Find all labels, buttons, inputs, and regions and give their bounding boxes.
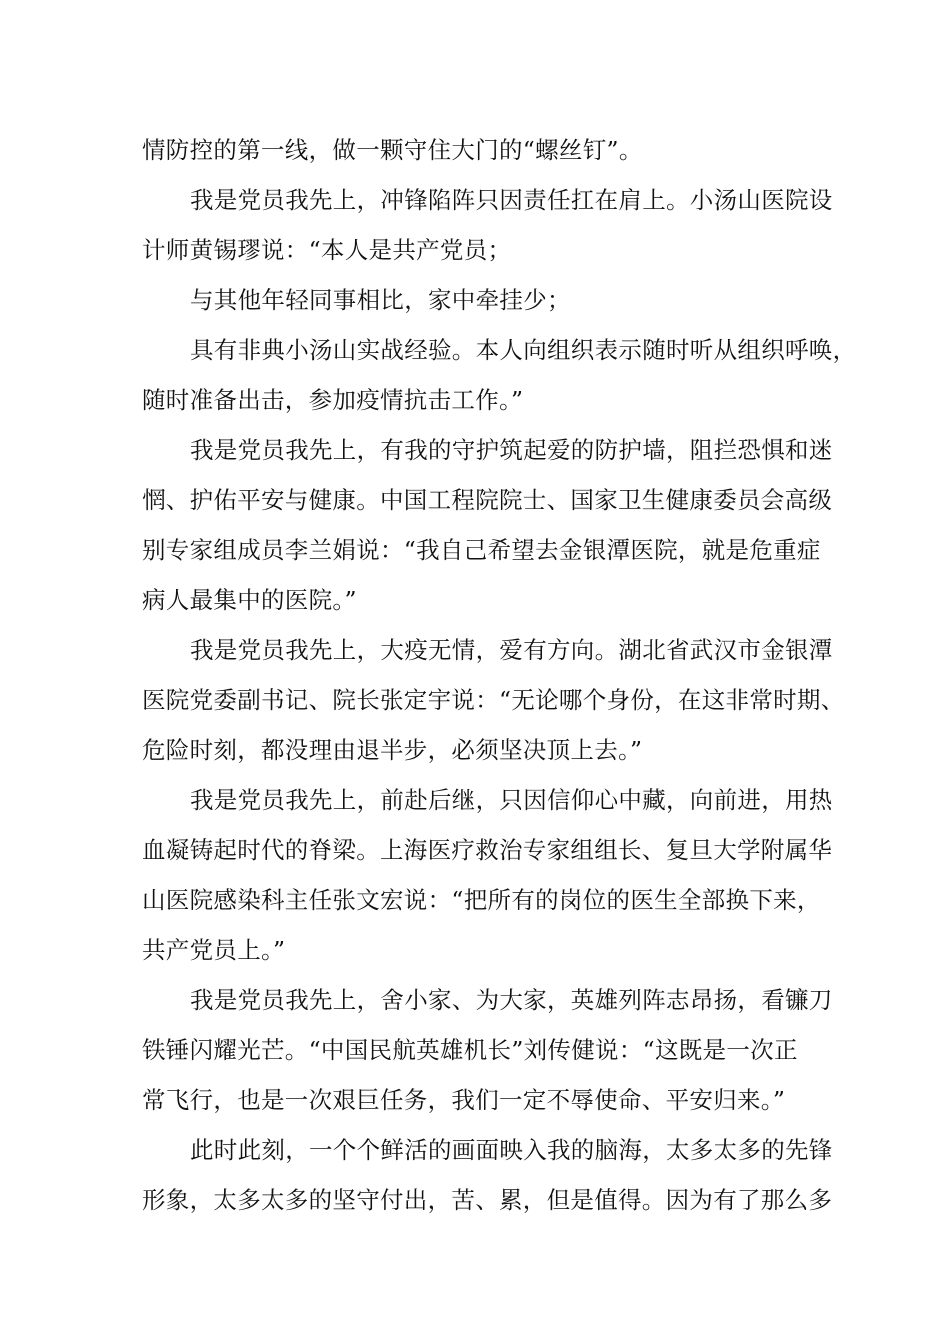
text-line: 我是党员我先上，有我的守护筑起爱的防护墙，阻拦恐惧和迷 — [190, 436, 833, 464]
text-line: 情防控的第一线，做一颗守住大门的“螺丝钉”。 — [142, 136, 643, 164]
text-line: 血凝铸起时代的脊梁。上海医疗救治专家组组长、复旦大学附属华 — [142, 836, 833, 864]
text-line: 我是党员我先上，冲锋陷阵只因责任扛在肩上。小汤山医院设 — [190, 186, 833, 214]
text-line: 我是党员我先上，大疫无情，爱有方向。湖北省武汉市金银潭 — [190, 636, 833, 664]
text-line: 具有非典小汤山实战经验。本人向组织表示随时听从组织呼唤， — [190, 336, 857, 364]
text-line: 铁锤闪耀光芒。“中国民航英雄机长”刘传健说：“这既是一次正 — [142, 1036, 798, 1064]
text-line: 惘、护佑平安与健康。中国工程院院士、国家卫生健康委员会高级 — [142, 486, 833, 514]
text-line: 危险时刻，都没理由退半步，必须坚决顶上去。” — [142, 736, 643, 764]
text-line: 计师黄锡璆说：“本人是共产党员； — [142, 236, 512, 264]
text-line: 共产党员上。” — [142, 936, 286, 964]
document-body — [142, 125, 857, 1225]
text-line: 我是党员我先上，舍小家、为大家，英雄列阵志昂扬，看镰刀 — [190, 986, 833, 1014]
text-line: 病人最集中的医院。” — [142, 586, 357, 614]
text-line: 与其他年轻同事相比，家中牵挂少； — [190, 286, 571, 314]
text-line: 随时准备出击，参加疫情抗击工作。” — [142, 386, 524, 414]
text-line: 医院党委副书记、院长张定宇说：“无论哪个身份，在这非常时期、 — [142, 686, 845, 714]
text-line: 山医院感染科主任张文宏说：“把所有的岗位的医生全部换下来， — [142, 886, 821, 914]
text-line: 形象，太多太多的坚守付出，苦、累，但是值得。因为有了那么多 — [142, 1186, 833, 1214]
text-line: 此时此刻，一个个鲜活的画面映入我的脑海，太多太多的先锋 — [190, 1136, 833, 1164]
text-line: 别专家组成员李兰娟说：“我自己希望去金银潭医院，就是危重症 — [142, 536, 821, 564]
text-line: 常飞行，也是一次艰巨任务，我们一定不辱使命、平安归来。” — [142, 1086, 786, 1114]
text-line: 我是党员我先上，前赴后继，只因信仰心中藏，向前进，用热 — [190, 786, 833, 814]
